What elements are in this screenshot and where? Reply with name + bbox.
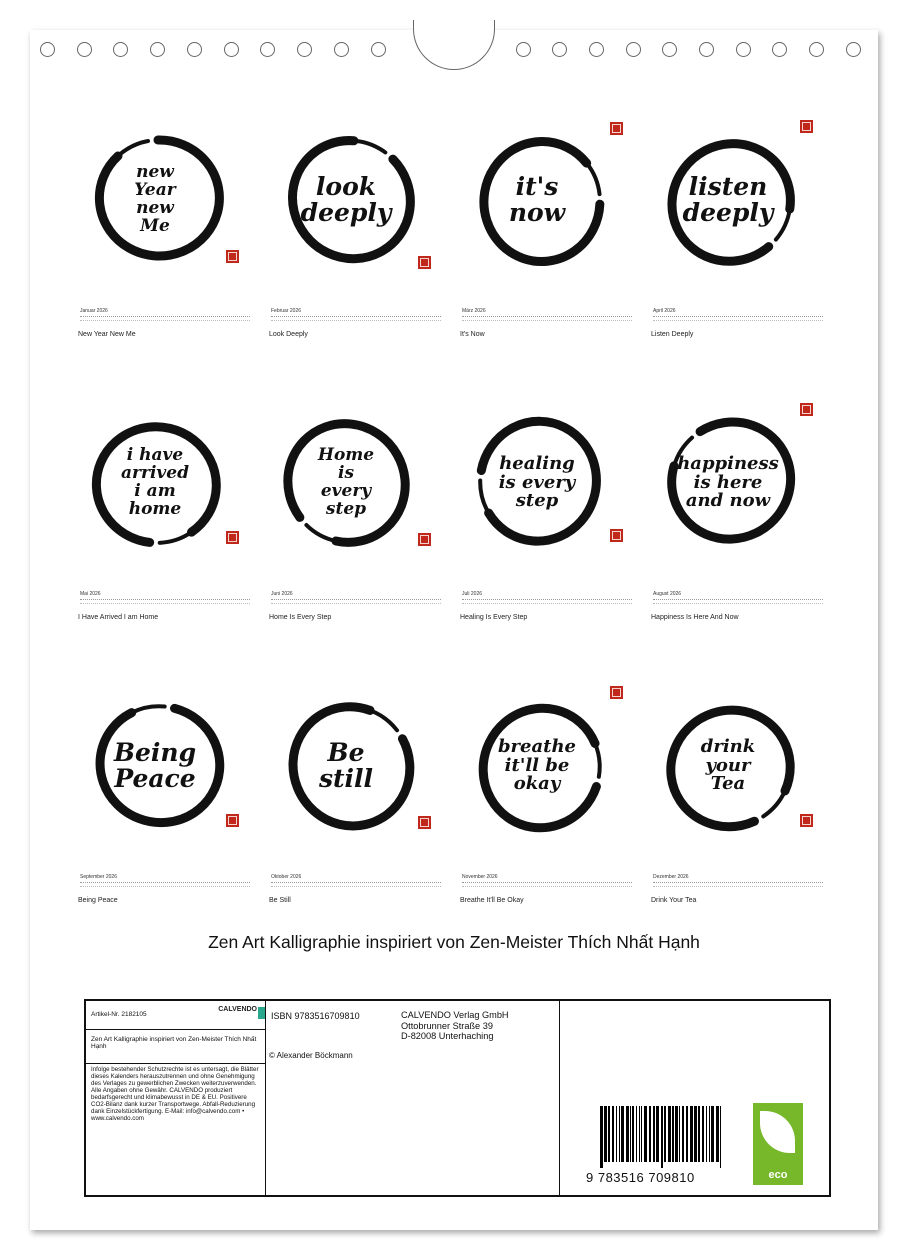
month-label: November 2026: [462, 874, 498, 880]
month-label: September 2026: [80, 874, 117, 880]
red-seal-stamp: [800, 814, 813, 827]
month-caption: New Year New Me: [78, 331, 136, 338]
binding-hole: [589, 42, 604, 57]
mini-calendar: [653, 308, 823, 324]
red-seal-stamp: [226, 531, 239, 544]
enso-artwork: [269, 120, 444, 300]
mini-calendar: [462, 308, 632, 324]
barcode-bar: [600, 1106, 603, 1168]
mini-calendar: [271, 874, 441, 890]
month-label: Mai 2026: [80, 591, 101, 597]
barcode-bars: [600, 1106, 724, 1168]
month-label: März 2026: [462, 308, 486, 314]
barcode-digits: 9 783516 709810: [586, 1170, 695, 1185]
binding-hole: [297, 42, 312, 57]
binding-hole: [113, 42, 128, 57]
barcode-bar: [619, 1106, 620, 1162]
month-cell: [269, 686, 444, 946]
month-label: Oktober 2026: [271, 874, 302, 880]
short-title: Zen Art Kalligraphie inspiriert von Zen-Meister Thích Nhất Hạnh: [86, 1030, 265, 1064]
month-cell: [651, 403, 826, 663]
enso-artwork: [269, 403, 444, 583]
barcode-bar: [716, 1106, 719, 1162]
binding-hole: [772, 42, 787, 57]
binding-hole: [846, 42, 861, 57]
calvendo-logo: CALVENDO: [218, 1006, 257, 1013]
month-caption: Be Still: [269, 897, 291, 904]
red-seal-stamp: [610, 529, 623, 542]
calendar-subtitle: Zen Art Kalligraphie inspiriert von Zen-Meister Thích Nhất Hạnh: [208, 932, 700, 952]
binding-hole: [260, 42, 275, 57]
barcode-bar: [664, 1106, 666, 1162]
leaf-icon: [760, 1111, 795, 1153]
isbn: ISBN 9783516709810: [271, 1011, 360, 1021]
month-cell: [78, 403, 253, 663]
binding-hole: [809, 42, 824, 57]
barcode-bar: [675, 1106, 678, 1162]
month-caption: Being Peace: [78, 897, 118, 904]
barcode-bar: [644, 1106, 647, 1162]
calligraphy-text: listen deeply: [682, 171, 774, 227]
info-box: [84, 999, 831, 1197]
binding-hole: [224, 42, 239, 57]
calligraphy-text: i have arrived i am home: [121, 445, 189, 519]
month-cell: [651, 686, 826, 946]
enso-artwork: [460, 120, 635, 300]
month-caption: Healing Is Every Step: [460, 614, 528, 621]
red-seal-stamp: [800, 403, 813, 416]
mini-calendar: [80, 308, 250, 324]
calligraphy-text: healing is every step: [498, 452, 576, 512]
binding-hole: [334, 42, 349, 57]
barcode-bar: [649, 1106, 651, 1162]
month-label: Juli 2026: [462, 591, 483, 597]
calligraphy-text: drink your Tea: [700, 735, 756, 795]
enso-artwork: [651, 686, 826, 866]
red-seal-stamp: [418, 256, 431, 269]
barcode-bar: [702, 1106, 704, 1162]
binding-hole: [150, 42, 165, 57]
barcode-bar: [711, 1106, 714, 1162]
month-label: Juni 2026: [271, 591, 293, 597]
month-label: April 2026: [653, 308, 676, 314]
binding-hole: [662, 42, 677, 57]
barcode-bar: [608, 1106, 610, 1162]
mini-calendar: [80, 874, 250, 890]
publisher-address: CALVENDO Verlag GmbH Ottobrunner Straße 39 D-82008 Unterhaching: [401, 1010, 509, 1042]
barcode-bar: [686, 1106, 688, 1162]
month-cell: [269, 403, 444, 663]
red-seal-stamp: [226, 814, 239, 827]
red-seal-stamp: [226, 250, 239, 263]
binding-hole: [516, 42, 531, 57]
binding-hole: [40, 42, 55, 57]
barcode-bar: [656, 1106, 659, 1162]
binding-hole: [736, 42, 751, 57]
mini-calendar: [653, 874, 823, 890]
barcode-bar: [632, 1106, 634, 1162]
barcode-bar: [720, 1106, 721, 1168]
month-caption: Listen Deeply: [651, 331, 694, 338]
mini-calendar: [462, 591, 632, 607]
month-label: Februar 2026: [271, 308, 302, 314]
enso-artwork: [651, 120, 826, 300]
calligraphy-text: Be still: [318, 737, 374, 793]
month-cell: [651, 120, 826, 380]
calligraphy-text: breathe it'll be okay: [497, 735, 577, 795]
calligraphy-text: happiness is here and now: [677, 452, 779, 512]
barcode-bar: [709, 1106, 710, 1162]
month-label: August 2026: [653, 591, 682, 597]
barcode-bar: [694, 1106, 697, 1162]
enso-artwork: [460, 403, 635, 583]
eco-badge: eco: [753, 1103, 803, 1185]
mini-calendar: [271, 308, 441, 324]
barcode: [586, 1106, 726, 1185]
barcode-bar: [661, 1106, 663, 1168]
month-cell: [460, 120, 635, 380]
info-column-left: [86, 1001, 266, 1195]
mini-calendar: [653, 591, 823, 607]
red-seal-stamp: [418, 816, 431, 829]
barcode-bar: [626, 1106, 629, 1162]
barcode-bar: [616, 1106, 617, 1162]
article-row: [86, 1001, 265, 1030]
info-column-middle: [266, 1001, 560, 1195]
legal-text: Infolge bestehender Schutzrechte ist es untersagt, die Blätter dieses Kalenders herauszutrennen und ohne Genehmigung des Verlages zu gewerblichen Zwecken weiterzuverwenden. Alle Angaben ohne Gewähr. CALVENDO produziert bedarfsgerecht und klimabewusst in DE & EU. Positivere CO2-Bilanz dank kurzer Transportwege. Abfall-Reduzierung dank Einzelstückfertigung. E-Mail: info@calvendo.com • www.calvendo.com: [91, 1066, 259, 1122]
binding-hole: [187, 42, 202, 57]
barcode-bar: [682, 1106, 684, 1162]
month-caption: It's Now: [460, 331, 485, 338]
mini-calendar: [462, 874, 632, 890]
enso-artwork: [78, 686, 253, 866]
barcode-bar: [621, 1106, 624, 1162]
enso-artwork: [78, 120, 253, 300]
barcode-bar: [604, 1106, 607, 1162]
month-caption: Home Is Every Step: [269, 614, 332, 621]
barcode-bar: [668, 1106, 671, 1162]
month-label: Januar 2026: [80, 308, 108, 314]
mini-calendar: [80, 591, 250, 607]
red-seal-stamp: [610, 122, 623, 135]
mini-calendar: [271, 591, 441, 607]
enso-artwork: [460, 686, 635, 866]
binding-hole: [371, 42, 386, 57]
barcode-bar: [636, 1106, 637, 1162]
barcode-bar: [679, 1106, 680, 1162]
barcode-bar: [706, 1106, 707, 1162]
month-cell: [269, 120, 444, 380]
month-cell: [460, 403, 635, 663]
month-caption: Happiness Is Here And Now: [651, 614, 739, 621]
calligraphy-text: Home is every step: [317, 445, 375, 519]
month-caption: I Have Arrived I am Home: [78, 614, 159, 621]
barcode-bar: [630, 1106, 631, 1162]
month-label: Dezember 2026: [653, 874, 689, 880]
calligraphy-text: look deeply: [300, 171, 392, 227]
calligraphy-text: it's now: [508, 171, 566, 227]
copyright: © Alexander Böckmann: [269, 1051, 353, 1060]
barcode-bar: [698, 1106, 700, 1162]
red-seal-stamp: [610, 686, 623, 699]
red-seal-stamp: [800, 120, 813, 133]
calligraphy-text: new Year new Me: [134, 162, 176, 236]
binding-hole: [626, 42, 641, 57]
binding-hole: [552, 42, 567, 57]
month-cell: [78, 686, 253, 946]
month-cell: [78, 120, 253, 380]
enso-artwork: [651, 403, 826, 583]
month-caption: Breathe It'll Be Okay: [460, 897, 524, 904]
month-caption: Look Deeply: [269, 331, 308, 338]
barcode-bar: [612, 1106, 614, 1162]
binding-hole: [699, 42, 714, 57]
calligraphy-text: Being Peace: [113, 737, 197, 793]
barcode-bar: [690, 1106, 693, 1162]
enso-artwork: [78, 403, 253, 583]
article-number: Artikel-Nr. 2182105: [91, 1011, 147, 1018]
barcode-bar: [641, 1106, 642, 1162]
calendar-page: [30, 30, 878, 1230]
month-cell: [460, 686, 635, 946]
binding-hole: [77, 42, 92, 57]
barcode-bar: [653, 1106, 655, 1162]
red-seal-stamp: [418, 533, 431, 546]
enso-artwork: [269, 686, 444, 866]
barcode-bar: [639, 1106, 640, 1162]
month-caption: Drink Your Tea: [651, 897, 697, 904]
barcode-bar: [672, 1106, 674, 1162]
